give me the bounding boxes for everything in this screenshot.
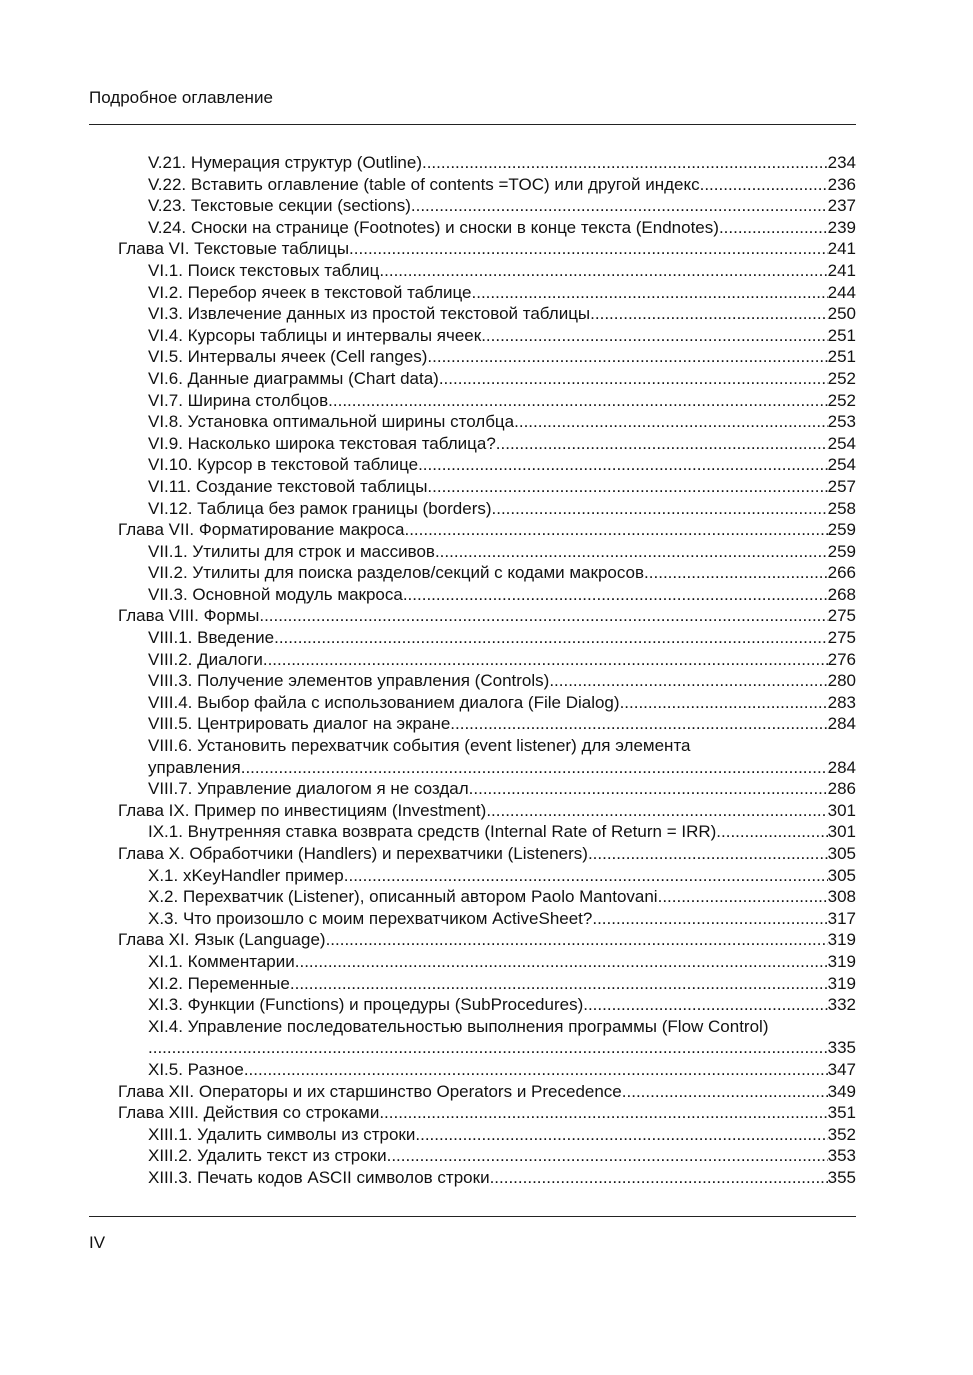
toc-section-entry[interactable] [89, 498, 856, 520]
toc-entry-title: VI.9. Насколько широка текстовая таблица? [148, 433, 496, 453]
toc-entry-title-line: VIII.6. Установить перехватчик события (event listener) для элемента [148, 736, 691, 756]
toc-dot-leader [295, 951, 828, 973]
toc-page-number: 280 [827, 671, 856, 691]
toc-page-number: 305 [827, 865, 856, 885]
toc-section-entry[interactable] [89, 908, 856, 930]
toc-page-number: 259 [827, 541, 856, 561]
toc-chapter-entry[interactable] [89, 843, 856, 865]
toc-entry-title: Глава VI. Текстовые таблицы [118, 239, 350, 259]
toc-page-number: 286 [827, 779, 856, 799]
toc-dot-leader [469, 778, 828, 800]
toc-entry-title: VI.5. Интервалы ячеек (Cell ranges) [148, 347, 428, 367]
toc-entry-title: V.22. Вставить оглавление (table of contents =TOC) или другой индекс [148, 174, 700, 194]
toc-section-entry[interactable] [89, 994, 856, 1016]
toc-dot-leader [700, 174, 828, 196]
toc-dot-leader [486, 800, 827, 822]
toc-dot-leader [418, 454, 828, 476]
toc-section-entry[interactable] [89, 886, 856, 908]
toc-page-number: 284 [827, 714, 856, 734]
toc-chapter-entry[interactable] [89, 929, 856, 951]
toc-section-entry[interactable] [89, 433, 856, 455]
toc-dot-leader [244, 1059, 828, 1081]
toc-dot-leader [422, 152, 828, 174]
toc-entry-title: Глава X. Обработчики (Handlers) и перехватчики (Listeners) [118, 844, 588, 863]
toc-section-entry[interactable] [89, 713, 856, 735]
toc-dot-leader [404, 519, 827, 541]
toc-entry-title: Глава XIII. Действия со строками [118, 1103, 380, 1123]
toc-dot-leader [344, 865, 828, 887]
toc-page-number: 335 [827, 1038, 856, 1058]
toc-entry-title: IX.1. Внутренняя ставка возврата средств (Internal Rate of Return = IRR) [148, 822, 717, 842]
toc-entry-title: XIII.2. Удалить текст из строки [148, 1146, 387, 1166]
toc-entry-title: VI.1. Поиск текстовых таблиц [148, 260, 380, 280]
toc-entry-title: управления [148, 757, 241, 777]
toc-dot-leader [549, 670, 827, 692]
toc-page-number: 275 [827, 628, 856, 648]
toc-dot-leader [411, 195, 828, 217]
toc-page-number: 349 [827, 1081, 856, 1101]
toc-entry-title: XI.5. Разное [148, 1059, 244, 1079]
toc-dot-leader [387, 1145, 828, 1167]
toc-page-number: 347 [827, 1059, 856, 1079]
toc-section-entry[interactable] [89, 692, 856, 714]
toc-page-number: 250 [827, 304, 856, 324]
toc-chapter-entry[interactable] [89, 800, 856, 822]
toc-entry-title: V.21. Нумерация структур (Outline) [148, 153, 422, 172]
toc-entry-title: VI.7. Ширина столбцов [148, 390, 329, 410]
toc-dot-leader [290, 973, 828, 995]
toc-section-entry[interactable] [89, 346, 856, 368]
toc-chapter-entry[interactable] [89, 605, 856, 627]
toc-entry-title: XIII.1. Удалить символы из строки [148, 1124, 416, 1144]
toc-entry-title: Глава XII. Операторы и их старшинство Operators и Precedence [118, 1081, 622, 1101]
toc-entry-title: V.24. Сноски на странице (Footnotes) и сноски в конце текста (Endnotes) [148, 217, 719, 237]
toc-entry-title: VI.10. Курсор в текстовой таблице [148, 455, 419, 475]
toc-dot-leader [379, 260, 827, 282]
toc-dot-leader [644, 562, 828, 584]
toc-section-entry[interactable] [89, 584, 856, 606]
toc-page-number: 268 [827, 584, 856, 604]
toc-dot-leader [435, 541, 828, 563]
toc-dot-leader [349, 238, 828, 260]
toc-page-number: 244 [827, 282, 856, 302]
toc-section-entry[interactable] [89, 1145, 856, 1167]
toc-page-number: 319 [827, 930, 856, 950]
toc-page-number: 355 [827, 1167, 856, 1187]
toc-entry-title: VI.11. Создание текстовой таблицы [148, 476, 428, 496]
toc-dot-leader [492, 498, 828, 520]
toc-dot-leader [326, 929, 828, 951]
toc-section-entry[interactable] [89, 195, 856, 217]
toc-chapter-entry[interactable] [89, 1081, 856, 1103]
toc-page-number: 241 [827, 239, 856, 259]
toc-chapter-entry[interactable] [89, 519, 856, 541]
toc-entry-title: VII.1. Утилиты для строк и массивов [148, 541, 435, 561]
toc-dot-leader [328, 390, 827, 412]
toc-section-entry[interactable] [89, 778, 856, 800]
toc-section-entry[interactable] [89, 670, 856, 692]
toc-section-entry[interactable] [89, 1167, 856, 1189]
toc-page-number: 351 [827, 1103, 856, 1123]
toc-entry-title: VI.12. Таблица без рамок границы (borders) [148, 498, 492, 518]
toc-entry-title: Глава VIII. Формы [118, 606, 260, 626]
toc-entry-title: Глава IX. Пример по инвестициям (Investment) [118, 800, 487, 820]
toc-dot-leader [263, 649, 828, 671]
page-number: IV [89, 1233, 106, 1252]
toc-entry-title: VI.6. Данные диаграммы (Chart data) [148, 368, 439, 388]
toc-page-number: 353 [827, 1146, 856, 1166]
toc-section-entry[interactable] [89, 476, 856, 498]
toc-section-entry[interactable] [89, 821, 856, 843]
toc-entry-title: Глава XI. Язык (Language) [118, 930, 326, 950]
toc-dot-leader [490, 1167, 828, 1189]
toc-page-number: 319 [827, 973, 856, 993]
toc-entry-title: XI.1. Комментарии [148, 951, 295, 971]
toc-page-number: 283 [827, 692, 856, 712]
toc-entry-title: Глава VII. Форматирование макроса [118, 520, 405, 540]
toc-page-number: 266 [827, 563, 856, 583]
toc-section-entry[interactable] [89, 454, 856, 476]
toc-page-number: 252 [827, 368, 856, 388]
toc-page-number: 258 [827, 498, 856, 518]
toc-section-entry[interactable] [89, 627, 856, 649]
toc-dot-leader [716, 821, 827, 843]
toc-section-entry[interactable] [89, 260, 856, 282]
toc-page-number: 236 [827, 174, 856, 194]
toc-section-entry[interactable] [89, 217, 856, 239]
toc-page-number: 251 [827, 347, 856, 367]
toc-page-number: 276 [827, 649, 856, 669]
toc-section-entry[interactable] [89, 174, 856, 196]
toc-dot-leader [241, 757, 828, 779]
toc-dot-leader [259, 605, 827, 627]
toc-entry-title: VIII.5. Центрировать диалог на экране [148, 714, 451, 734]
toc-dot-leader [148, 1037, 828, 1059]
toc-section-entry[interactable] [89, 951, 856, 973]
toc-dot-leader [620, 692, 828, 714]
toc-page-number: 352 [827, 1124, 856, 1144]
toc-entry-title: XIII.3. Печать кодов ASCII символов строки [148, 1167, 490, 1187]
toc-page-number: 308 [827, 887, 856, 907]
toc-section-entry[interactable] [89, 411, 856, 433]
toc-dot-leader [379, 1102, 827, 1124]
toc-entry-title: XI.3. Функции (Functions) и процедуры (SubProcedures) [148, 995, 584, 1015]
toc-entry-title: X.2. Перехватчик (Listener), описанный автором Paolo Mantovani [148, 887, 658, 907]
toc-entry-title: V.23. Текстовые секции (sections) [148, 196, 411, 216]
header-divider [89, 124, 856, 125]
toc-page-number: 317 [827, 908, 856, 928]
toc-page-number: 257 [827, 476, 856, 496]
toc-entry-title-line: XI.4. Управление последовательностью выполнения программы (Flow Control) [148, 1016, 769, 1036]
toc-page-number: 275 [827, 606, 856, 626]
toc-page-number: 234 [827, 153, 856, 172]
toc-page-number: 301 [827, 800, 856, 820]
toc-section-entry[interactable] [89, 1124, 856, 1146]
toc-section-entry[interactable] [89, 390, 856, 412]
toc-entry-title: VI.8. Установка оптимальной ширины столбца [148, 412, 515, 432]
toc-page-number: 301 [827, 822, 856, 842]
toc-section-entry[interactable] [89, 282, 856, 304]
toc-entry-title: VI.4. Курсоры таблицы и интервалы ячеек [148, 325, 482, 345]
toc-dot-leader [415, 1124, 827, 1146]
toc-dot-leader [472, 282, 828, 304]
toc-dot-leader [583, 994, 827, 1016]
toc-page-number: 237 [827, 196, 856, 216]
toc-entry-title: VI.3. Извлечение данных из простой текстовой таблицы [148, 304, 591, 324]
toc-chapter-entry[interactable] [89, 1102, 856, 1124]
toc-entry-title: VIII.3. Получение элементов управления (Controls) [148, 671, 550, 691]
toc-page-number: 305 [827, 844, 856, 863]
table-of-contents [89, 152, 856, 1189]
toc-entry-title: VIII.1. Введение [148, 628, 275, 648]
toc-dot-leader [496, 433, 828, 455]
toc-page-number: 254 [827, 433, 856, 453]
toc-page-number: 319 [827, 951, 856, 971]
toc-page-number: 241 [827, 260, 856, 280]
toc-page-number: 251 [827, 325, 856, 345]
toc-dot-leader [514, 411, 828, 433]
toc-section-entry[interactable] [89, 1037, 856, 1059]
toc-section-entry[interactable] [89, 303, 856, 325]
footer-divider [89, 1216, 856, 1217]
toc-page-number: 254 [827, 455, 856, 475]
toc-entry-title: VIII.7. Управление диалогом я не создал [148, 779, 469, 799]
toc-dot-leader [403, 584, 828, 606]
toc-section-entry[interactable] [89, 541, 856, 563]
toc-dot-leader [427, 476, 827, 498]
toc-section-entry[interactable] [89, 152, 856, 174]
toc-section-entry[interactable] [89, 368, 856, 390]
toc-page-number: 332 [827, 995, 856, 1015]
toc-entry-title: VI.2. Перебор ячеек в текстовой таблице [148, 282, 472, 302]
toc-dot-leader [622, 1081, 828, 1103]
toc-dot-leader [427, 346, 827, 368]
toc-page-number: 284 [827, 757, 856, 777]
toc-dot-leader [719, 217, 828, 239]
toc-section-entry[interactable] [89, 865, 856, 887]
toc-entry-title: VII.3. Основной модуль макроса [148, 584, 403, 604]
toc-page-number: 252 [827, 390, 856, 410]
toc-section-entry[interactable] [89, 325, 856, 347]
toc-section-entry[interactable] [89, 757, 856, 779]
toc-entry-title: VII.2. Утилиты для поиска разделов/секций с кодами макросов [148, 563, 645, 583]
running-header: Подробное оглавление [89, 88, 273, 107]
toc-section-entry[interactable] [89, 973, 856, 995]
toc-dot-leader [450, 713, 827, 735]
toc-dot-leader [481, 325, 827, 347]
toc-chapter-entry[interactable] [89, 238, 856, 260]
toc-entry-title: XI.2. Переменные [148, 973, 290, 993]
toc-entry-title: X.3. Что произошло с моим перехватчиком ActiveSheet? [148, 908, 593, 928]
toc-entry-title: VIII.4. Выбор файла с использованием диалога (File Dialog) [148, 692, 620, 712]
toc-page-number: 259 [827, 520, 856, 540]
toc-entry-title: X.1. xKeyHandler пример [148, 865, 344, 885]
toc-dot-leader [588, 843, 828, 865]
toc-section-entry[interactable] [89, 562, 856, 584]
toc-dot-leader [590, 303, 827, 325]
toc-entry-title: VIII.2. Диалоги [148, 649, 263, 669]
toc-section-entry[interactable] [89, 1059, 856, 1081]
toc-dot-leader [592, 908, 827, 930]
toc-page-number: 239 [827, 217, 856, 237]
toc-page-number: 253 [827, 412, 856, 432]
toc-dot-leader [274, 627, 828, 649]
toc-dot-leader [658, 886, 828, 908]
toc-dot-leader [439, 368, 828, 390]
toc-section-entry[interactable] [89, 649, 856, 671]
